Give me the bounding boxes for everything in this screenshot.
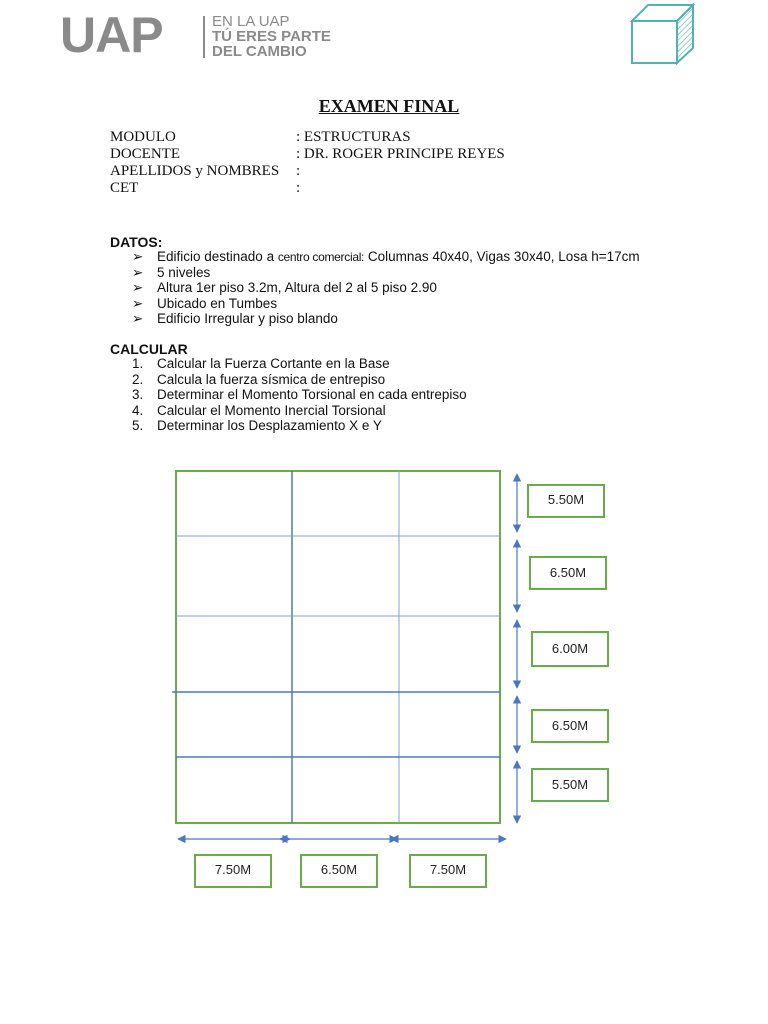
info-value: : DR. ROGER PRINCIPE REYES — [296, 146, 505, 162]
dimension-label: 6.50M — [300, 854, 378, 888]
list-number: 5. — [132, 418, 144, 433]
list-number: 1. — [132, 356, 144, 371]
dimension-label: 6.50M — [531, 709, 609, 743]
calcular-heading: CALCULAR — [110, 341, 188, 357]
info-label: DOCENTE — [110, 146, 180, 162]
datos-text: Altura 1er piso 3.2m, Altura del 2 al 5 piso 2.90 — [157, 280, 437, 295]
dimension-label: 5.50M — [527, 484, 605, 518]
arrow-bullet-icon: ➢ — [132, 249, 144, 264]
logo-wordmark: UAP — [60, 7, 163, 63]
datos-text: 5 niveles — [157, 264, 211, 280]
list-text: Calcular la Fuerza Cortante en la Base — [157, 356, 390, 371]
datos-text-small: centro comercial: — [277, 250, 365, 264]
list-text: Determinar los Desplazamiento X e Y — [157, 418, 382, 433]
info-value: : — [296, 163, 301, 179]
info-label: MODULO — [110, 129, 176, 145]
plan-outline — [176, 471, 500, 823]
tagline-line-1: EN LA UAP — [212, 13, 290, 30]
info-value: : ESTRUCTURAS — [296, 129, 411, 145]
tagline-line-3: DEL CAMBIO — [212, 43, 307, 60]
dimension-label: 6.00M — [531, 631, 609, 667]
list-text: Calcular el Momento Inercial Torsional — [157, 402, 386, 418]
dimension-label: 7.50M — [194, 854, 272, 888]
tagline-line-2: TÚ ERES PARTE — [212, 28, 331, 45]
arrow-bullet-icon: ➢ — [132, 311, 144, 326]
list-number: 4. — [132, 402, 144, 418]
datos-heading: DATOS: — [110, 234, 163, 250]
dimension-label: 7.50M — [409, 854, 487, 888]
list-text: Determinar el Momento Torsional en cada entrepiso — [157, 387, 467, 402]
dimension-label: 6.50M — [529, 556, 607, 590]
datos-text: Columnas 40x40, Vigas 30x40, Losa h=17cm — [364, 249, 640, 264]
info-label: APELLIDOS y NOMBRES — [110, 163, 280, 179]
datos-text: Edificio Irregular y piso blando — [157, 311, 338, 326]
arrow-bullet-icon: ➢ — [132, 264, 144, 280]
list-number: 3. — [132, 387, 144, 402]
arrow-bullet-icon: ➢ — [132, 280, 144, 295]
dimension-label: 5.50M — [531, 768, 609, 802]
datos-text: Ubicado en Tumbes — [157, 295, 278, 311]
info-label: CET — [110, 180, 139, 196]
info-value: : — [296, 180, 301, 196]
exam-title: EXAMEN FINAL — [318, 96, 460, 116]
list-text: Calcula la fuerza sísmica de entrepiso — [157, 371, 386, 387]
list-number: 2. — [132, 371, 144, 387]
datos-text: Edificio destinado a — [157, 249, 278, 264]
arrow-bullet-icon: ➢ — [132, 295, 144, 311]
